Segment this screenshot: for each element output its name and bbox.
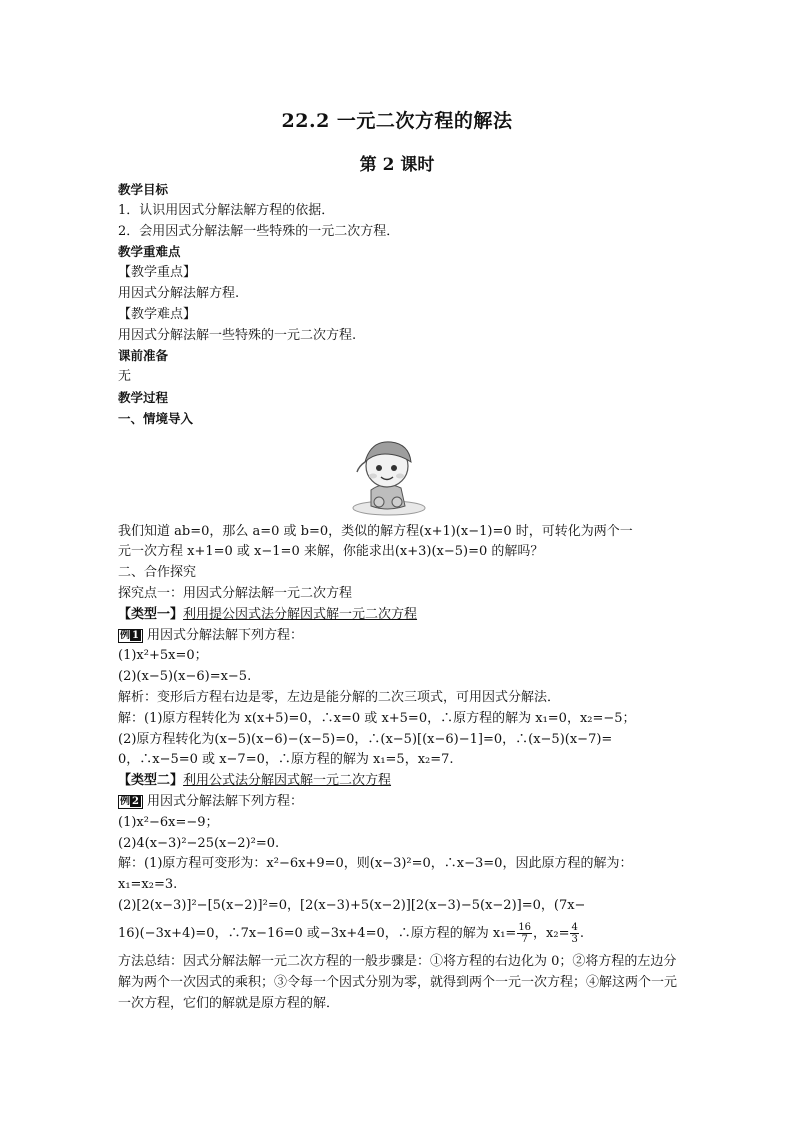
type-two-heading: [118, 771, 680, 792]
text-line: 1．认识用因式分解法解方程的依据．: [118, 202, 335, 218]
text-line: 用因式分解法解一些特殊的一元二次方程.: [118, 327, 357, 343]
text-line: 无: [118, 369, 132, 385]
text-line: (2)4(x−3)²−25(x−2)²=0.: [118, 835, 280, 851]
text-line: 解：(1)原方程转化为 x(x+5)=0，∴x=0 或 x+5=0，∴原方程的解为 x₁=0，x₂=−5；: [118, 710, 636, 726]
text-line: 用因式分解法解下列方程：: [146, 793, 303, 809]
type-two-label: 【类型二】: [118, 773, 184, 789]
type-two-title: 利用公式法分解因式解一元二次方程: [183, 773, 392, 789]
page-subtitle: 第 2 课时: [359, 155, 435, 175]
text-line: 元一次方程 x+1=0 或 x−1=0 来解，你能求出(x+3)(x−5)=0 的解吗？: [118, 544, 544, 560]
type-one-label: 【类型一】: [118, 606, 184, 622]
text-line: (1)x²−6x=−9；: [118, 814, 219, 830]
type-one-heading: [118, 605, 680, 626]
type-one-title: 利用提公因式法分解因式解一元二次方程: [183, 606, 418, 622]
section-heading-goals: 教学目标: [118, 182, 169, 197]
illustration: [118, 430, 680, 522]
text-line: (1)x²+5x=0；: [118, 648, 208, 664]
text-line: 【教学难点】: [118, 306, 197, 322]
text-line: 用因式分解法解下列方程：: [146, 627, 303, 643]
text-line: 解析：变形后方程右边是零，左边是能分解的二次三项式，可用因式分解法．: [118, 689, 561, 705]
text-segment: ，x₂=: [533, 925, 570, 941]
text-line: (2)(x−5)(x−6)=x−5.: [118, 669, 252, 685]
example-2-icon: 例 2: [118, 795, 143, 809]
text-line: (2)原方程转化为(x−5)(x−6)−(x−5)=0，∴(x−5)[(x−6)−1]=0，∴(x−5)(x−7)=: [118, 731, 613, 747]
method-summary: 方法总结：因式分解法解一元二次方程的一般步骤是：①将方程的右边化为 0；②将方程的左边分解为两个一次因式的乘积；③令每一个因式分别为零，就得到两个一元一次方程；④解这两个一元一次方程，它们的解就是原方程的解．: [118, 953, 678, 1011]
text-line: 我们知道 ab=0，那么 a=0 或 b=0，类似的解方程(x+1)(x−1)=0 时，可转化为两个一: [118, 523, 633, 539]
text-line: 用因式分解法解方程.: [118, 285, 240, 301]
cartoon-child-icon: [345, 432, 431, 518]
page-title: 22.2 一元二次方程的解法: [281, 110, 513, 132]
example-1-icon: 例 1: [118, 629, 143, 643]
fraction-4-3: $\frac{4}{3}$: [571, 921, 578, 945]
subsection-heading-intro: 一、情境导入: [118, 410, 194, 426]
text-line: 【教学重点】: [118, 265, 197, 281]
section-heading-preparation: 课前准备: [118, 348, 169, 364]
section-heading-key-points: 教学重难点: [118, 244, 181, 260]
example-two-line: [118, 792, 680, 813]
text-line: 2．会用因式分解法解一些特殊的一元二次方程．: [118, 223, 400, 239]
fraction-16-7: $\frac{16}{7}$: [518, 921, 532, 945]
text-segment: 16)(−3x+4)=0，∴7x−16=0 或−3x+4=0，∴原方程的解为 x₁=: [118, 925, 517, 941]
text-line: 0，∴x−5=0 或 x−7=0，∴原方程的解为 x₁=5，x₂=7.: [118, 752, 454, 768]
section-heading-process: 教学过程: [118, 389, 169, 405]
text-segment: .: [579, 925, 584, 941]
text-line: 探究点一：用因式分解法解一元二次方程: [118, 585, 353, 601]
text-line: x₁=x₂=3.: [118, 877, 178, 893]
document-body: [118, 180, 680, 1014]
text-line: 解：(1)原方程可变形为：x²−6x+9=0，则(x−3)²=0，∴x−3=0，因此原方程的解为：: [118, 856, 633, 872]
text-line: (2)[2(x−3)]²−[5(x−2)]²=0，[2(x−3)+5(x−2)][2(x−3)−5(x−2)]=0，(7x−: [118, 897, 586, 913]
example-one-line: [118, 626, 680, 647]
subsection-heading-explore: 二、合作探究: [118, 565, 197, 581]
fraction-line: [118, 917, 680, 951]
